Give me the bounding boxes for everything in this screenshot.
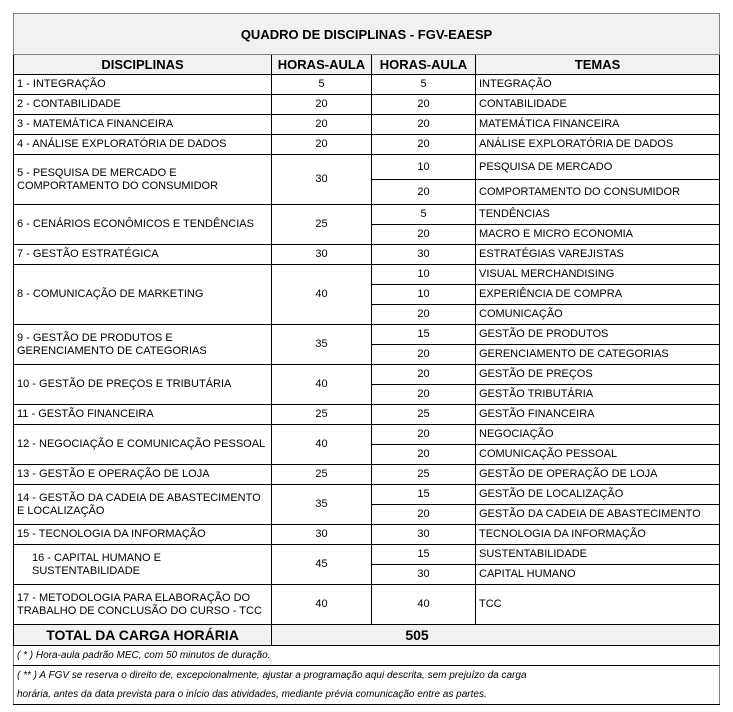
topic-hours: 10	[372, 155, 476, 180]
course-name: 9 - GESTÃO DE PRODUTOS E GERENCIAMENTO DE CATEGORIAS	[14, 325, 272, 365]
topic-hours: 30	[372, 525, 476, 545]
topic-hours: 5	[372, 205, 476, 225]
table-row	[14, 485, 720, 505]
topic-name: INTEGRAÇÃO	[476, 75, 720, 95]
course-name: 1 - INTEGRAÇÃO	[14, 75, 272, 95]
table-row	[14, 525, 720, 545]
table-row	[14, 95, 720, 115]
topic-hours: 30	[372, 245, 476, 265]
course-hours: 40	[272, 425, 372, 465]
topic-name: GESTÃO DE OPERAÇÃO DE LOJA	[476, 465, 720, 485]
course-name: 7 - GESTÃO ESTRATÉGICA	[14, 245, 272, 265]
footnote: ( ** ) A FGV se reserva o direito de, excepcionalmente, ajustar a programação aqui descrita, sem prejuízo da carga	[14, 666, 720, 686]
footnote: ( * ) Hora-aula padrão MEC, com 50 minutos de duração.	[14, 646, 720, 666]
topic-name: COMUNICAÇÃO PESSOAL	[476, 445, 720, 465]
header-temas: TEMAS	[476, 55, 720, 75]
header-horas-aula-topic: HORAS-AULA	[372, 55, 476, 75]
table-row	[14, 405, 720, 425]
topic-name: GESTÃO DE LOCALIZAÇÃO	[476, 485, 720, 505]
topic-hours: 20	[372, 365, 476, 385]
table-row	[14, 425, 720, 445]
topic-name: GESTÃO DE PREÇOS	[476, 365, 720, 385]
topic-hours: 25	[372, 465, 476, 485]
course-hours: 20	[272, 115, 372, 135]
total-label: TOTAL DA CARGA HORÁRIA	[14, 625, 272, 646]
table-row	[14, 115, 720, 135]
topic-name: GESTÃO TRIBUTÁRIA	[476, 385, 720, 405]
total-value: 505	[272, 625, 720, 646]
course-hours: 30	[272, 245, 372, 265]
topic-name: COMUNICAÇÃO	[476, 305, 720, 325]
curriculum-table	[13, 13, 720, 705]
course-hours: 30	[272, 525, 372, 545]
table-row	[14, 75, 720, 95]
topic-name: TCC	[476, 585, 720, 625]
course-name: 5 - PESQUISA DE MERCADO E COMPORTAMENTO DO CONSUMIDOR	[14, 155, 272, 205]
topic-hours: 40	[372, 585, 476, 625]
course-hours: 40	[272, 265, 372, 325]
topic-hours: 20	[372, 305, 476, 325]
table-row	[14, 465, 720, 485]
course-hours: 40	[272, 585, 372, 625]
topic-name: SUSTENTABILIDADE	[476, 545, 720, 565]
total-row	[14, 625, 720, 646]
table-row	[14, 545, 720, 565]
note-row	[14, 666, 720, 686]
topic-name: TENDÊNCIAS	[476, 205, 720, 225]
topic-hours: 20	[372, 95, 476, 115]
course-name: 4 - ANÁLISE EXPLORATÓRIA DE DADOS	[14, 135, 272, 155]
header-horas-aula-course: HORAS-AULA	[272, 55, 372, 75]
table-title: QUADRO DE DISCIPLINAS - FGV-EAESP	[14, 14, 720, 55]
course-hours: 45	[272, 545, 372, 585]
table-row	[14, 365, 720, 385]
topic-name: ANÁLISE EXPLORATÓRIA DE DADOS	[476, 135, 720, 155]
course-name: 17 - METODOLOGIA PARA ELABORAÇÃO DO TRABALHO DE CONCLUSÃO DO CURSO - TCC	[14, 585, 272, 625]
topic-name: MATEMÁTICA FINANCEIRA	[476, 115, 720, 135]
course-hours: 40	[272, 365, 372, 405]
table-row	[14, 155, 720, 180]
footnote: horária, antes da data prevista para o início das atividades, mediante prévia comunicação entre as partes.	[14, 685, 720, 705]
table-row	[14, 585, 720, 625]
topic-hours: 30	[372, 565, 476, 585]
table-row	[14, 205, 720, 225]
topic-name: MACRO E MICRO ECONOMIA	[476, 225, 720, 245]
topic-hours: 20	[372, 225, 476, 245]
topic-name: VISUAL MERCHANDISING	[476, 265, 720, 285]
topic-hours: 20	[372, 425, 476, 445]
topic-hours: 20	[372, 445, 476, 465]
topic-name: GESTÃO DE PRODUTOS	[476, 325, 720, 345]
topic-hours: 10	[372, 285, 476, 305]
course-name: 8 - COMUNICAÇÃO DE MARKETING	[14, 265, 272, 325]
course-hours: 20	[272, 135, 372, 155]
topic-hours: 20	[372, 135, 476, 155]
course-name: 2 - CONTABILIDADE	[14, 95, 272, 115]
course-hours: 35	[272, 485, 372, 525]
topic-hours: 5	[372, 75, 476, 95]
topic-hours: 20	[372, 115, 476, 135]
table-row	[14, 135, 720, 155]
topic-hours: 20	[372, 180, 476, 205]
topic-name: GESTÃO DA CADEIA DE ABASTECIMENTO	[476, 505, 720, 525]
topic-name: COMPORTAMENTO DO CONSUMIDOR	[476, 180, 720, 205]
topic-name: GERENCIAMENTO DE CATEGORIAS	[476, 345, 720, 365]
topic-name: CAPITAL HUMANO	[476, 565, 720, 585]
topic-hours: 20	[372, 505, 476, 525]
topic-name: ESTRATÉGIAS VAREJISTAS	[476, 245, 720, 265]
table-row	[14, 325, 720, 345]
course-name: 10 - GESTÃO DE PREÇOS E TRIBUTÁRIA	[14, 365, 272, 405]
topic-hours: 10	[372, 265, 476, 285]
note-row	[14, 646, 720, 666]
table-row	[14, 245, 720, 265]
topic-hours: 15	[372, 545, 476, 565]
table-row	[14, 265, 720, 285]
course-hours: 30	[272, 155, 372, 205]
topic-name: TECNOLOGIA DA INFORMAÇÃO	[476, 525, 720, 545]
header-disciplinas: DISCIPLINAS	[14, 55, 272, 75]
topic-hours: 15	[372, 325, 476, 345]
topic-name: GESTÃO FINANCEIRA	[476, 405, 720, 425]
course-hours: 25	[272, 205, 372, 245]
topic-name: NEGOCIAÇÃO	[476, 425, 720, 445]
course-hours: 25	[272, 465, 372, 485]
note-row	[14, 685, 720, 705]
topic-hours: 25	[372, 405, 476, 425]
course-name: 3 - MATEMÁTICA FINANCEIRA	[14, 115, 272, 135]
course-name: 13 - GESTÃO E OPERAÇÃO DE LOJA	[14, 465, 272, 485]
course-hours: 20	[272, 95, 372, 115]
course-name: 14 - GESTÃO DA CADEIA DE ABASTECIMENTO E LOCALIZAÇÃO	[14, 485, 272, 525]
course-name: 15 - TECNOLOGIA DA INFORMAÇÃO	[14, 525, 272, 545]
topic-hours: 15	[372, 485, 476, 505]
course-name: 16 - CAPITAL HUMANO E SUSTENTABILIDADE	[14, 545, 272, 585]
course-name: 6 - CENÁRIOS ECONÔMICOS E TENDÊNCIAS	[14, 205, 272, 245]
course-hours: 35	[272, 325, 372, 365]
course-hours: 5	[272, 75, 372, 95]
course-name: 12 - NEGOCIAÇÃO E COMUNICAÇÃO PESSOAL	[14, 425, 272, 465]
topic-name: PESQUISA DE MERCADO	[476, 155, 720, 180]
topic-hours: 20	[372, 385, 476, 405]
topic-name: EXPERIÊNCIA DE COMPRA	[476, 285, 720, 305]
course-hours: 25	[272, 405, 372, 425]
topic-name: CONTABILIDADE	[476, 95, 720, 115]
course-name: 11 - GESTÃO FINANCEIRA	[14, 405, 272, 425]
topic-hours: 20	[372, 345, 476, 365]
